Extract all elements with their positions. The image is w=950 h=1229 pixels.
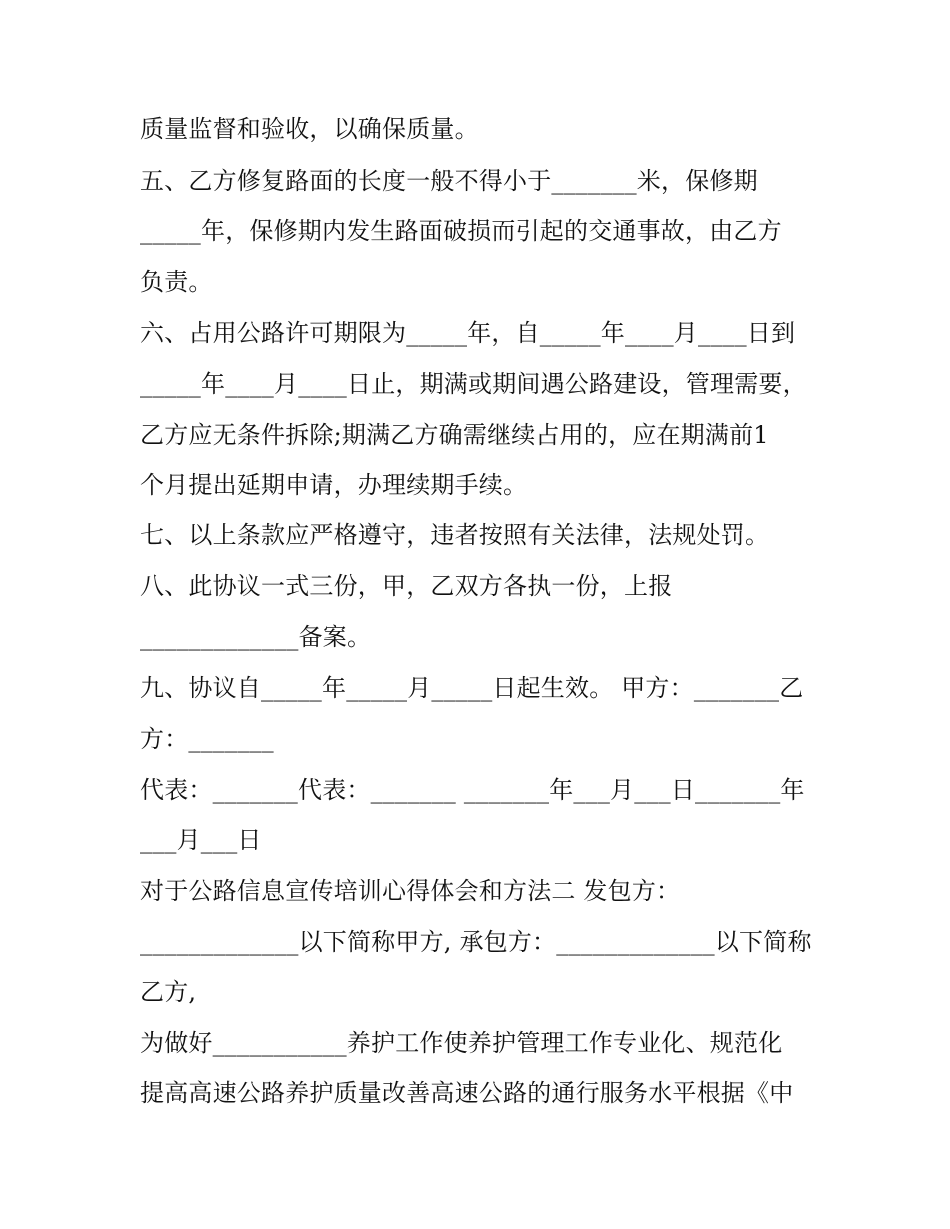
paragraph-line: 个月提出延期申请，办理续期手续。	[140, 471, 528, 499]
paragraph-line: 质量监督和验收，以确保质量。	[140, 115, 479, 143]
paragraph-line: _____________以下简称甲方, 承包方：_____________以下简称	[140, 928, 812, 956]
paragraph-line: 为做好___________养护工作使养护管理工作专业化、规范化	[140, 1029, 783, 1057]
paragraph-line: 七、以上条款应严格遵守，违者按照有关法律，法规处罚。	[140, 521, 770, 549]
paragraph-line: _____________备案。	[140, 623, 372, 651]
paragraph-line: ___月___日	[140, 826, 262, 854]
paragraph-line: 乙方应无条件拆除;期满乙方确需继续占用的，应在期满前1	[140, 421, 769, 449]
paragraph-line: 方：_______	[140, 725, 274, 753]
paragraph-line: 对于公路信息宣传培训心得体会和方法二 发包方：	[140, 877, 681, 905]
paragraph-line: 负责。	[140, 268, 213, 296]
paragraph-line: _____年，保修期内发生路面破损而引起的交通事故，由乙方	[140, 217, 782, 245]
paragraph-line: 九、协议自_____年_____月_____日起生效。 甲方：_______乙	[140, 674, 804, 702]
paragraph-line: 八、此协议一式三份，甲，乙双方各执一份，上报	[140, 572, 673, 600]
paragraph-line: 代表：_______代表：_______ _______年___月___日_______年	[140, 776, 805, 804]
paragraph-line: 乙方,	[140, 978, 197, 1006]
paragraph-line: 六、占用公路许可期限为_____年，自_____年____月____日到	[140, 319, 796, 347]
paragraph-line: 提高高速公路养护质量改善高速公路的通行服务水平根据《中	[140, 1079, 794, 1107]
paragraph-line: 五、乙方修复路面的长度一般不得小于_______米，保修期	[140, 167, 758, 195]
paragraph-line: _____年____月____日止，期满或期间遇公路建设，管理需要，	[140, 370, 807, 398]
